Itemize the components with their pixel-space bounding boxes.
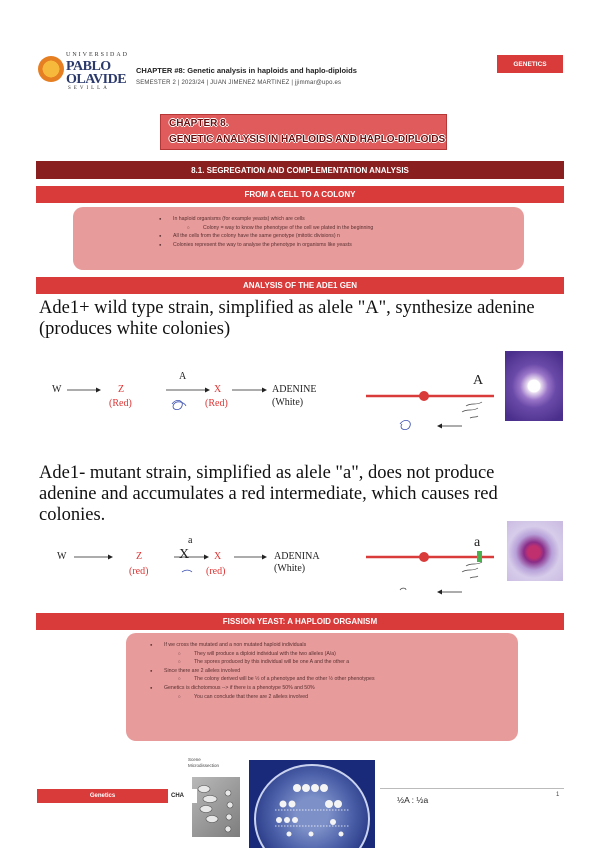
label-adenine: ADENINE xyxy=(272,384,317,395)
image-caption xyxy=(188,757,219,769)
bullet-item: ○ You can conclude that there are 2 alleles involved xyxy=(164,693,518,702)
label-enzyme-a-mutant: a xyxy=(188,535,193,546)
logo-line-3: OLAVIDE xyxy=(66,72,127,87)
cell-to-colony-list xyxy=(173,215,524,249)
label-x-color: (Red) xyxy=(205,398,228,409)
white-colony-photo xyxy=(505,351,563,421)
label-enzyme-a: A xyxy=(179,371,187,382)
page-number: 1 xyxy=(556,792,560,798)
image-caption-line-2: Microdissection xyxy=(188,763,220,768)
label-w-mutant: W xyxy=(57,551,67,562)
bullet-item: ● Genetics is dichotomous --> if there is a phenotype 50% and 50% xyxy=(164,684,518,693)
logo-line-2: PABLO xyxy=(66,59,111,74)
label-x-mutant: X xyxy=(214,551,222,562)
bullet-item: ○ The spores produced by this individual will be one A and the other a xyxy=(164,658,518,667)
bullet-item: ● Since there are 2 alleles involved xyxy=(164,667,518,676)
chapter-title-box xyxy=(160,114,447,150)
label-allele-a: A xyxy=(473,373,484,388)
chapter-number: CHAPTER 8. xyxy=(169,118,229,129)
logo-line-4: SEVILLA xyxy=(68,86,110,91)
label-z-mutant: Z xyxy=(136,551,143,562)
mutant-text-3: colonies. xyxy=(39,505,106,525)
bullet-item: ○ The colony derived will be ½ of a phenotype and the other ½ other phenotypes xyxy=(164,675,518,684)
cell-to-colony-notes xyxy=(73,207,524,270)
protein-squiggle-icon xyxy=(400,420,410,429)
enzyme-squiggle-icon xyxy=(172,400,186,409)
red-colony-photo xyxy=(507,521,563,581)
centromere-mutant-icon xyxy=(419,552,429,562)
fission-yeast-list xyxy=(164,641,518,701)
label-adenina: ADENINA xyxy=(274,551,320,562)
fission-yeast-heading: FISSION YEAST: A HAPLOID ORGANISM xyxy=(36,613,564,630)
section-heading: 8.1. SEGREGATION AND COMPLEMENTATION ANALYSIS xyxy=(36,161,564,179)
colony-grid-graphic xyxy=(249,760,375,848)
label-w: W xyxy=(52,384,62,395)
fission-yeast-notes xyxy=(126,633,518,741)
sun-emblem-icon xyxy=(38,56,64,82)
chapter-name: GENETIC ANALYSIS IN HAPLOIDS AND HAPLO-DIPLOIDS xyxy=(169,134,446,145)
dna-squiggle-mutant-icon xyxy=(462,562,482,578)
spore-cells-graphic xyxy=(192,777,240,837)
label-adenine-color: (White) xyxy=(272,397,304,408)
footer-chapter: CHA xyxy=(169,789,197,803)
logo-line-1: UNIVERSIDAD xyxy=(66,52,129,58)
bullet-item: ○ Colony = way to know the phenotype of the cell we plated in the beginning xyxy=(173,224,524,233)
bullet-item: ● If we cross the mutated and a non mutated haploid individuals xyxy=(164,641,518,650)
protein-fragment-icon xyxy=(400,588,406,590)
bullet-item: ● All the cells from the colony have the same genotype (mitotic divisions) n xyxy=(173,232,524,241)
label-z-color-mutant: (red) xyxy=(129,566,149,577)
broken-enzyme-icon xyxy=(182,570,192,572)
bullet-item: ● Colonies represent the way to analyse the phenotype in organisms like yeasts xyxy=(173,241,524,250)
label-z: Z xyxy=(118,384,125,395)
microdissection-photo xyxy=(192,777,240,837)
label-x-color-mutant: (red) xyxy=(206,566,226,577)
image-caption-line-1: Scene xyxy=(188,757,201,762)
bullet-item: ○ They will produce a diploid individual with the two alleles (A/a) xyxy=(164,650,518,659)
document-subtitle: SEMESTER 2 | 2023/24 | JUAN JIMENEZ MARTINEZ | jjimmar@upo.es xyxy=(136,80,342,86)
petri-dish-photo xyxy=(249,760,375,848)
label-allele-a-mutant: a xyxy=(474,535,481,550)
footer-subject: Genetics xyxy=(37,789,168,803)
ade1-heading: ANALYSIS OF THE ADE1 GEN xyxy=(36,277,564,294)
document-title: CHAPTER #8: Genetic analysis in haploids and haplo-diploids xyxy=(136,66,357,75)
centromere-icon xyxy=(419,391,429,401)
label-x: X xyxy=(214,384,222,395)
wild-type-text-1: Ade1+ wild type strain, simplified as alele "A", synthesize adenine xyxy=(39,298,535,318)
segregation-ratio: ½A : ½a xyxy=(397,795,429,805)
mutant-text-1: Ade1- mutant strain, simplified as alele "a", does not produce xyxy=(39,463,495,483)
mutation-marker-icon xyxy=(477,551,482,562)
subject-badge: GENETICS xyxy=(497,55,563,73)
university-logo xyxy=(38,52,128,92)
mutant-text-2: adenine and accumulates a red intermediate, which causes red xyxy=(39,484,498,504)
dna-squiggle-icon xyxy=(462,402,482,418)
block-cross: X xyxy=(179,547,190,562)
label-z-color: (Red) xyxy=(109,398,132,409)
cell-to-colony-heading: FROM A CELL TO A COLONY xyxy=(36,186,564,203)
wild-type-text-2: (produces white colonies) xyxy=(39,319,231,339)
footer-divider xyxy=(380,788,564,789)
label-adenina-color: (White) xyxy=(274,563,306,574)
bullet-item: ● In haploid organisms (for example yeasts) which are cells xyxy=(173,215,524,224)
